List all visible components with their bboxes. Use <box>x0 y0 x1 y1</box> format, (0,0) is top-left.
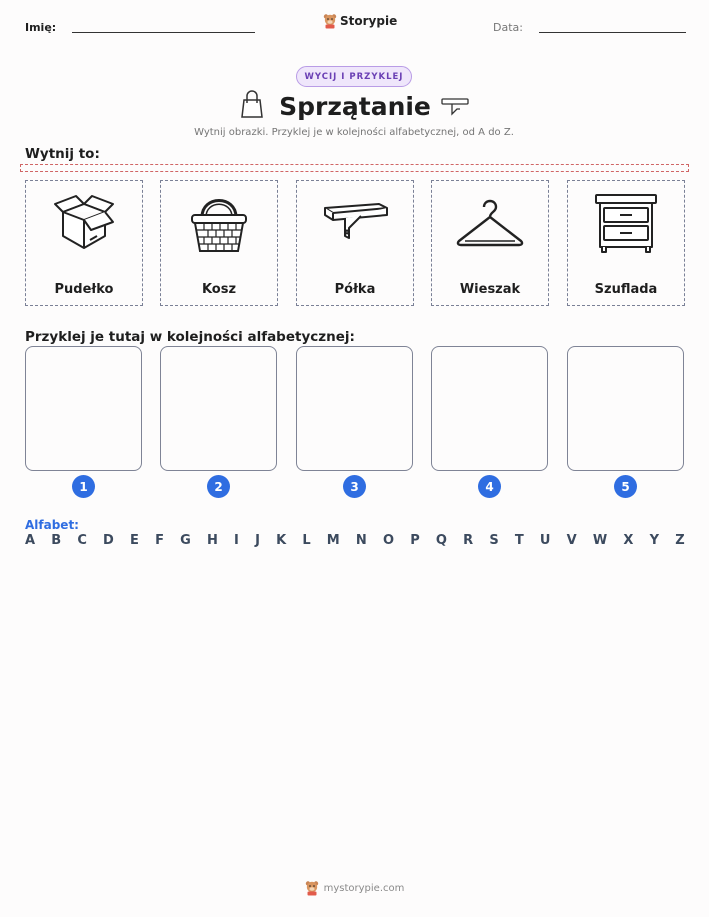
paste-slot-4[interactable] <box>431 346 548 471</box>
cut-card-hanger[interactable] <box>431 180 549 306</box>
shelf-decoration-icon <box>440 96 472 118</box>
slot-number-badge: 1 <box>72 475 95 498</box>
alphabet-letter: W <box>592 533 608 548</box>
alphabet-letter: I <box>234 533 239 548</box>
alphabet-letter: P <box>410 533 420 548</box>
instructions: Wytnij obrazki. Przyklej je w kolejności alfabetycznej, od A do Z. <box>194 127 514 138</box>
alphabet-row <box>25 533 685 548</box>
cut-card-label: Pudełko <box>54 282 114 297</box>
paste-section-title: Przyklej je tutaj w kolejności alfabetycznej: <box>25 329 355 345</box>
cut-section-title: Wytnij to: <box>25 146 100 162</box>
storypie-logo <box>323 13 397 29</box>
storypie-bear-icon <box>305 880 319 896</box>
footer-link[interactable]: mystorypie.com <box>323 882 405 894</box>
alphabet-letter: T <box>514 533 524 548</box>
alphabet-letter: B <box>51 533 62 548</box>
cut-card-shelf[interactable] <box>296 180 414 306</box>
basket-icon <box>188 191 250 255</box>
alphabet-letter: V <box>566 533 577 548</box>
slot-number-badge: 2 <box>207 475 230 498</box>
cut-card-label: Szuflada <box>594 282 658 297</box>
alphabet-letter: R <box>463 533 474 548</box>
alphabet-letter: L <box>302 533 311 548</box>
alphabet-letter: H <box>206 533 218 548</box>
date-label: Data: <box>493 21 523 34</box>
box-icon <box>51 192 117 254</box>
cut-card-box[interactable] <box>25 180 143 306</box>
alphabet-letter: D <box>103 533 114 548</box>
cut-line <box>20 164 689 172</box>
hanger-icon <box>455 195 525 251</box>
date-field[interactable] <box>539 32 686 33</box>
cut-card-label: Półka <box>334 282 376 297</box>
paste-slot-1[interactable] <box>25 346 142 471</box>
alphabet-letter: E <box>130 533 139 548</box>
alphabet-letter: Y <box>649 533 660 548</box>
paste-slot-5[interactable] <box>567 346 684 471</box>
alphabet-letter: C <box>77 533 87 548</box>
paste-slot-3[interactable] <box>296 346 413 471</box>
alphabet-letter: A <box>25 533 36 548</box>
paste-slot-2[interactable] <box>160 346 277 471</box>
name-label: Imię: <box>25 21 57 34</box>
alphabet-letter: U <box>539 533 551 548</box>
cut-card-basket[interactable] <box>160 180 278 306</box>
drawer-icon <box>592 191 660 255</box>
alphabet-letter: N <box>355 533 367 548</box>
footer <box>0 880 709 896</box>
storypie-bear-icon <box>323 13 337 29</box>
alphabet-letter: J <box>255 533 260 548</box>
cut-card-label: Wieszak <box>459 282 521 297</box>
alphabet-letter: G <box>180 533 191 548</box>
alphabet-letter: S <box>489 533 499 548</box>
alphabet-letter: X <box>623 533 634 548</box>
slot-number-badge: 3 <box>343 475 366 498</box>
logo-text: Storypie <box>340 14 398 28</box>
cut-card-label: Kosz <box>201 282 237 297</box>
alphabet-letter: K <box>276 533 287 548</box>
alphabet-letter: Q <box>435 533 447 548</box>
alphabet-letter: F <box>155 533 164 548</box>
name-field[interactable] <box>72 32 255 33</box>
activity-badge: WYCIJ I PRZYKLEJ <box>296 66 412 87</box>
cut-card-drawer[interactable] <box>567 180 685 306</box>
shelf-icon <box>319 198 391 248</box>
alphabet-letter: Z <box>675 533 685 548</box>
slot-number-badge: 4 <box>478 475 501 498</box>
alphabet-title: Alfabet: <box>25 518 79 532</box>
slot-number-badge: 5 <box>614 475 637 498</box>
alphabet-letter: O <box>382 533 395 548</box>
page-title: Sprzątanie <box>279 92 431 121</box>
alphabet-letter: M <box>326 533 340 548</box>
